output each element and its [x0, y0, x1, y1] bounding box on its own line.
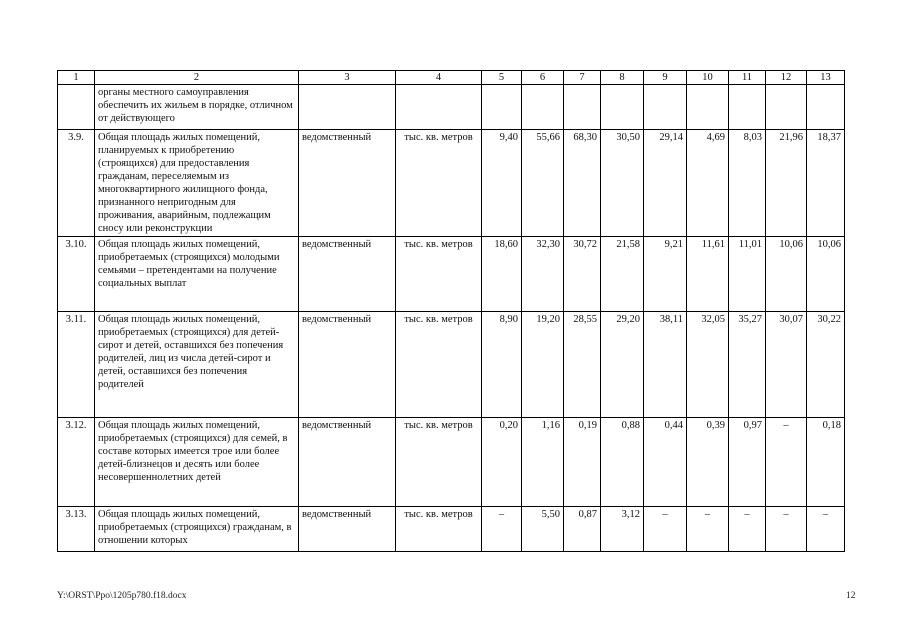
row-number: 3.11. [58, 312, 95, 418]
value-cell: 0,97 [729, 418, 766, 507]
header-cell: 5 [482, 71, 522, 85]
header-cell: 12 [766, 71, 807, 85]
indicator-name: Общая площадь жилых помещений, приобретаемых (строящихся) для семей, в составе которых имеется трое или более детей-близнецов и десять или более несовершеннолетних детей [95, 418, 299, 507]
unit-of-measure: тыс. кв. метров [396, 237, 482, 312]
value-cell: 68,30 [564, 130, 601, 237]
value-cell: 21,58 [601, 237, 644, 312]
value-cell: 38,11 [644, 312, 687, 418]
data-source: ведомственный [299, 507, 396, 552]
value-cell: 30,72 [564, 237, 601, 312]
header-cell: 13 [807, 71, 845, 85]
value-cell [687, 85, 729, 130]
value-cell: – [766, 418, 807, 507]
value-cell: 18,37 [807, 130, 845, 237]
value-cell [522, 85, 564, 130]
value-cell: 8,90 [482, 312, 522, 418]
header-cell: 11 [729, 71, 766, 85]
value-cell: 55,66 [522, 130, 564, 237]
unit-of-measure [396, 85, 482, 130]
value-cell: – [644, 507, 687, 552]
data-source [299, 85, 396, 130]
header-cell: 2 [95, 71, 299, 85]
table-row [58, 507, 845, 552]
value-cell: 11,61 [687, 237, 729, 312]
value-cell: – [766, 507, 807, 552]
data-source: ведомственный [299, 130, 396, 237]
header-row [58, 71, 845, 85]
table-row [58, 85, 845, 130]
table-row [58, 130, 845, 237]
row-number [58, 85, 95, 130]
page-number: 12 [846, 591, 856, 601]
indicator-name: Общая площадь жилых помещений, приобретаемых (строящихся) гражданам, в отношении которых [95, 507, 299, 552]
value-cell [729, 85, 766, 130]
value-cell: 0,19 [564, 418, 601, 507]
value-cell [601, 85, 644, 130]
header-cell: 7 [564, 71, 601, 85]
footer-file-path: Y:\ORST\Ppo\1205p780.f18.docx [57, 591, 187, 601]
data-table [57, 70, 845, 552]
value-cell [564, 85, 601, 130]
value-cell: 5,50 [522, 507, 564, 552]
value-cell [766, 85, 807, 130]
value-cell: 0,44 [644, 418, 687, 507]
value-cell: 28,55 [564, 312, 601, 418]
value-cell: 0,20 [482, 418, 522, 507]
value-cell: 30,07 [766, 312, 807, 418]
value-cell: – [482, 507, 522, 552]
indicator-name: Общая площадь жилых помещений, приобретаемых (строящихся) для детей-сирот и детей, оставшихся без попечения родителей, лиц из числа детей-сирот и детей, оставшихся без попечения родителей [95, 312, 299, 418]
value-cell: 9,21 [644, 237, 687, 312]
value-cell: 1,16 [522, 418, 564, 507]
value-cell: – [687, 507, 729, 552]
value-cell: 11,01 [729, 237, 766, 312]
indicator-name: органы местного самоуправления обеспечить их жильем в порядке, отличном от действующего [95, 85, 299, 130]
header-cell: 3 [299, 71, 396, 85]
value-cell: 0,88 [601, 418, 644, 507]
row-number: 3.10. [58, 237, 95, 312]
value-cell: 4,69 [687, 130, 729, 237]
value-cell: 0,39 [687, 418, 729, 507]
table-row [58, 237, 845, 312]
value-cell: 10,06 [807, 237, 845, 312]
value-cell: 19,20 [522, 312, 564, 418]
header-cell: 4 [396, 71, 482, 85]
row-number: 3.9. [58, 130, 95, 237]
value-cell: – [807, 507, 845, 552]
indicator-name: Общая площадь жилых помещений, приобретаемых (строящихся) молодыми семьями – претендентами на получение социальных выплат [95, 237, 299, 312]
table-row [58, 418, 845, 507]
unit-of-measure: тыс. кв. метров [396, 418, 482, 507]
value-cell: 0,18 [807, 418, 845, 507]
header-cell: 1 [58, 71, 95, 85]
value-cell: 10,06 [766, 237, 807, 312]
value-cell: 30,22 [807, 312, 845, 418]
value-cell: 32,05 [687, 312, 729, 418]
value-cell: 18,60 [482, 237, 522, 312]
unit-of-measure: тыс. кв. метров [396, 507, 482, 552]
header-cell: 10 [687, 71, 729, 85]
row-number: 3.12. [58, 418, 95, 507]
value-cell: – [729, 507, 766, 552]
value-cell [807, 85, 845, 130]
value-cell [644, 85, 687, 130]
value-cell: 8,03 [729, 130, 766, 237]
value-cell: 29,14 [644, 130, 687, 237]
unit-of-measure: тыс. кв. метров [396, 312, 482, 418]
value-cell: 21,96 [766, 130, 807, 237]
row-number: 3.13. [58, 507, 95, 552]
header-cell: 6 [522, 71, 564, 85]
value-cell [482, 85, 522, 130]
header-cell: 8 [601, 71, 644, 85]
data-source: ведомственный [299, 237, 396, 312]
indicator-name: Общая площадь жилых помещений, планируемых к приобретению (строящихся) для предоставления гражданам, переселяемым из многоквартирного жилищного фонда, признанного непригодным для проживания, аварийным, подлежащим сносу или реконструкции [95, 130, 299, 237]
value-cell: 9,40 [482, 130, 522, 237]
unit-of-measure: тыс. кв. метров [396, 130, 482, 237]
value-cell: 32,30 [522, 237, 564, 312]
data-source: ведомственный [299, 418, 396, 507]
header-cell: 9 [644, 71, 687, 85]
data-source: ведомственный [299, 312, 396, 418]
value-cell: 3,12 [601, 507, 644, 552]
value-cell: 30,50 [601, 130, 644, 237]
table-row [58, 312, 845, 418]
value-cell: 35,27 [729, 312, 766, 418]
value-cell: 29,20 [601, 312, 644, 418]
value-cell: 0,87 [564, 507, 601, 552]
